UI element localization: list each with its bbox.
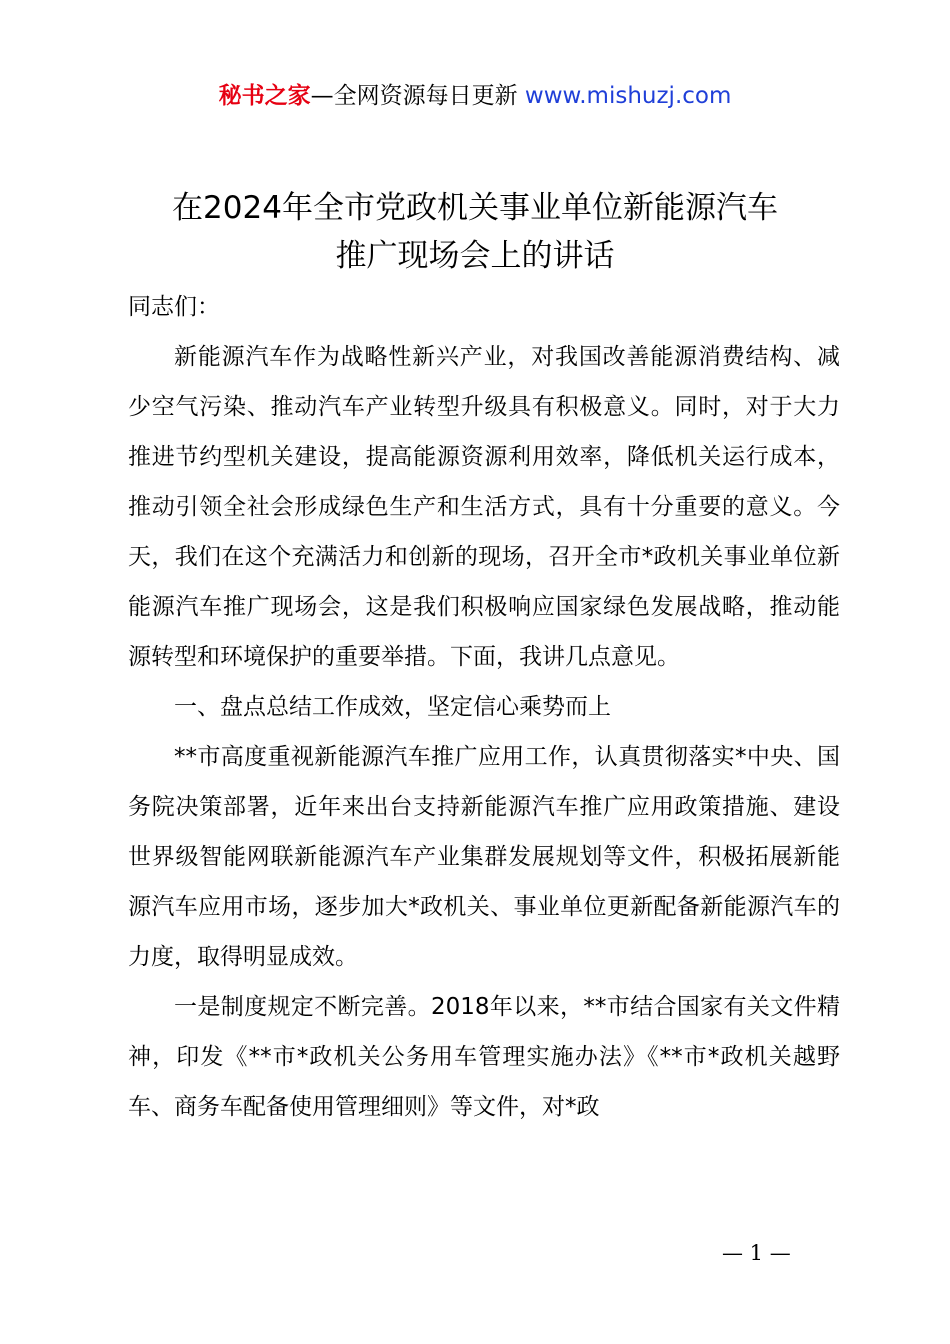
section-heading-1: 一、盘点总结工作成效，坚定信心乘势而上: [174, 694, 611, 720]
paragraph-section-1: **市高度重视新能源汽车推广应用工作，认真贯彻落实*中央、国务院决策部署，近年来出台支持新能源汽车推广应用政策措施、建设世界级智能网联新能源汽车产业集群发展规划等文件，积极拓展新能源汽车应用市场，逐步加大*政机关、事业单位更新配备新能源汽车的力度，取得明显成效。: [128, 744, 840, 970]
paragraph-point-1: 一是制度规定不断完善。2018年以来，**市结合国家有关文件精神，印发《**市*政机关公务用车管理实施办法》《**市*政机关越野车、商务车配备使用管理细则》等文件，对*政: [128, 994, 841, 1120]
document-title: [60, 184, 890, 280]
salutation: 同志们：: [128, 294, 220, 320]
site-header: [0, 80, 950, 112]
document-body: [128, 282, 840, 1132]
title-line-1: 在2024年全市党政机关事业单位新能源汽车: [172, 190, 778, 226]
site-url-link[interactable]: www.mishuzj.com: [524, 83, 732, 109]
page-number: — 1 —: [722, 1241, 791, 1265]
header-tagline: —全网资源每日更新: [310, 83, 525, 109]
brand-name: 秘书之家: [218, 83, 311, 109]
paragraph-intro: 新能源汽车作为战略性新兴产业，对我国改善能源消费结构、减少空气污染、推动汽车产业转型升级具有积极意义。同时，对于大力推进节约型机关建设，提高能源资源利用效率，降低机关运行成本，推动引领全社会形成绿色生产和生活方式，具有十分重要的意义。今天，我们在这个充满活力和创新的现场，召开全市*政机关事业单位新能源汽车推广现场会，这是我们积极响应国家绿色发展战略，推动能源转型和环境保护的重要举措。下面，我讲几点意见。: [128, 344, 840, 670]
title-line-2: 推广现场会上的讲话: [335, 238, 615, 274]
